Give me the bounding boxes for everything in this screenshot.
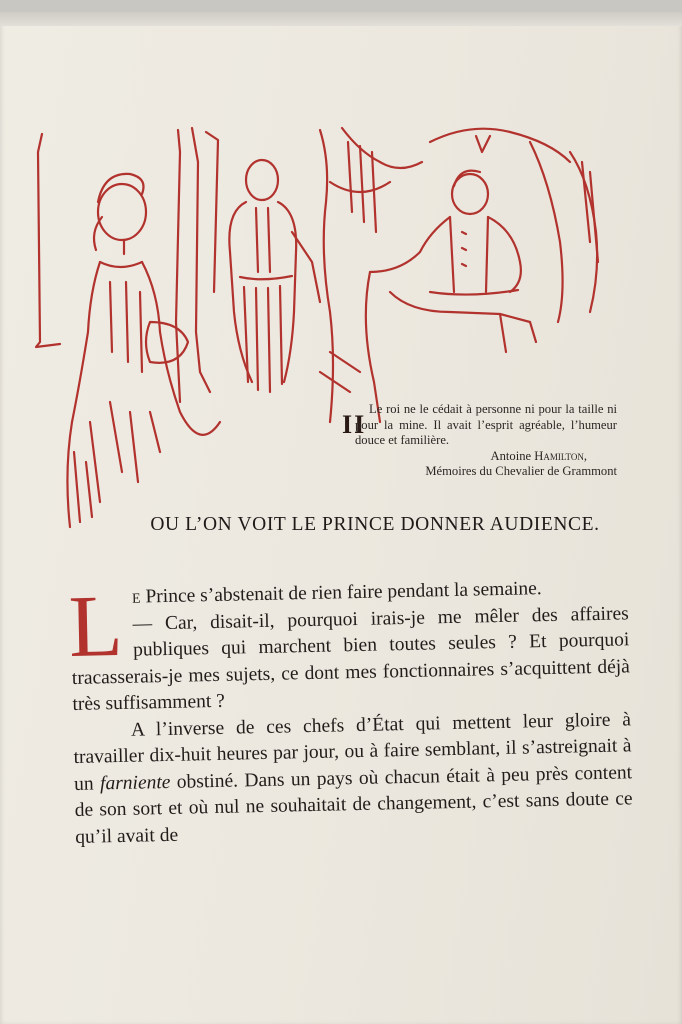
first-word: e (131, 586, 141, 608)
epigraph-quote: Le roi ne le cédait à personne ni pour la taille ni pour la mine. Il avait l’esprit agréable, l’humeur douce et familière. (355, 402, 617, 447)
paragraph-1-text: Prince s’abstenait de rien faire pendant la semaine. (140, 578, 542, 608)
chapter-body (67, 574, 633, 851)
paragraph-2: — Car, disait-il, pourquoi irais-je me mêler des affaires publiques qui marchent bien toutes seules ? Et pourquoi tracasserais-je mes sujets, ce dont mes fonctionnaires s’acquittent déjà très suffisamment ? (71, 602, 631, 715)
chapter-title: OU L’ON VOIT LE PRINCE DONNER AUDIENCE. (150, 514, 600, 535)
paragraph-3-text-b: obstiné. Dans un pays où chacun était à peu près content de son sort et où nul ne souhaitait de changement, c’est sans doute ce qu’il avait de (74, 761, 633, 848)
epigraph-source: Mémoires du Chevalier de Grammont (425, 464, 617, 478)
epigraph-author (355, 449, 587, 465)
paragraph-3-italic: farniente (99, 771, 171, 794)
book-page (0, 12, 682, 1024)
epigraph (355, 402, 617, 480)
drop-cap: L (67, 577, 124, 677)
epigraph-author-last: Hamilton, (534, 448, 587, 463)
epigraph-author-first: Antoine (490, 448, 532, 463)
chapter-number: II (342, 410, 367, 439)
paragraph-3 (73, 707, 634, 851)
paragraph-3-text-a: A l’inverse de ces chefs d’État qui mettent leur gloire à travailler dix-huit heures par jour, ou à faire semblant, il s’astreignait à un (73, 708, 632, 795)
page-top-edge (0, 12, 682, 26)
